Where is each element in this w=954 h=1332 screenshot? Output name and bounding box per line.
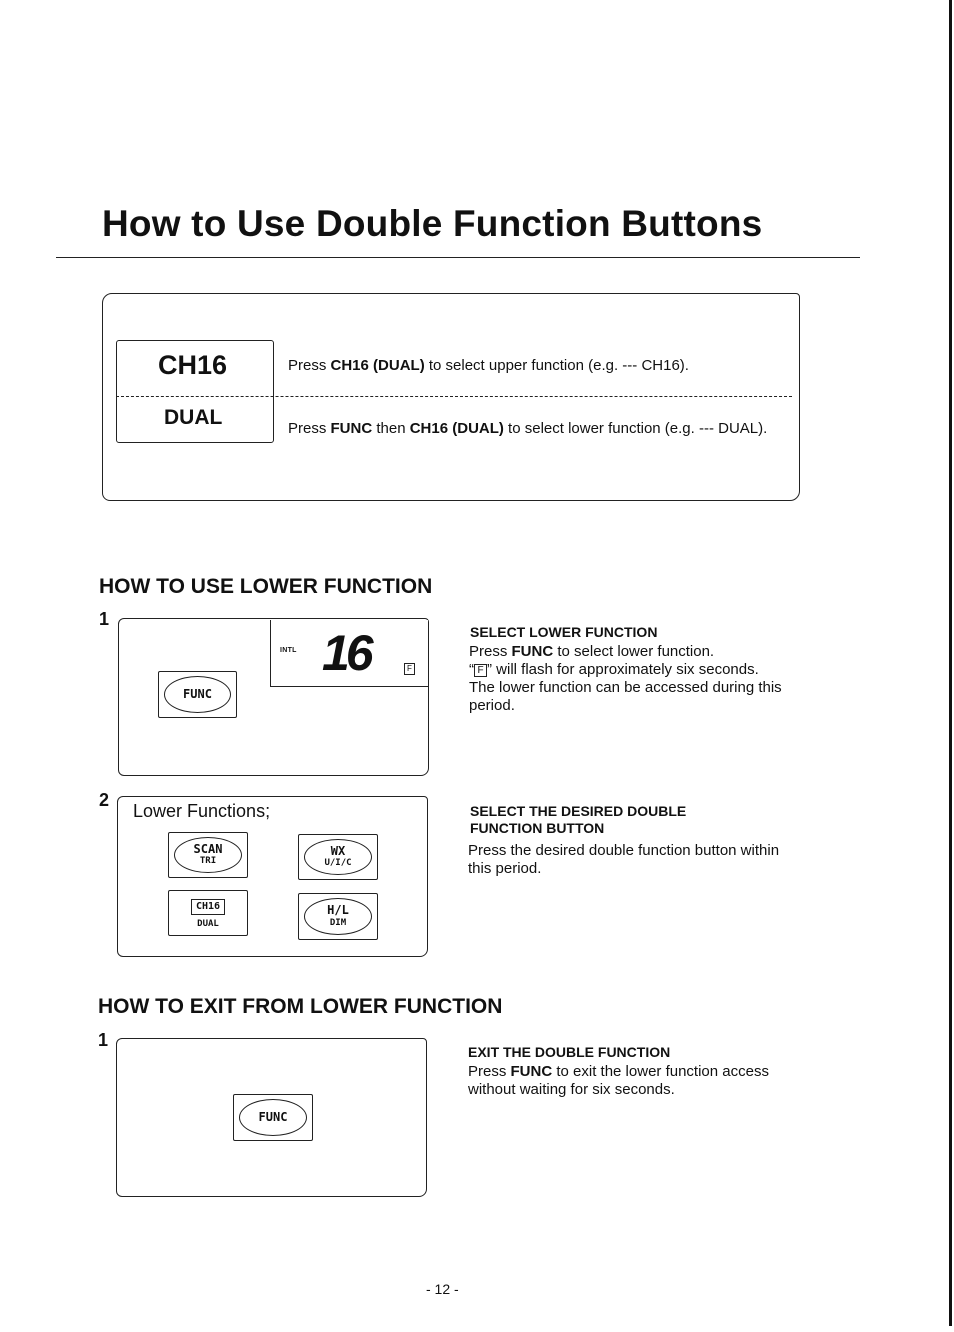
use-step1-number: 1: [99, 609, 110, 629]
exit-step1-body: Press FUNC to exit the lower function access without waiting for six seconds.: [468, 1063, 769, 1098]
lower-functions-title: Lower Functions;: [133, 801, 271, 821]
hl-dim-sub-label: DIM: [329, 918, 347, 928]
ch16-dual-button[interactable]: [168, 890, 248, 936]
key-lower-label: DUAL: [164, 406, 223, 429]
use-step2-body: Press the desired double function button within this period.: [468, 842, 780, 877]
func-button[interactable]: [158, 671, 237, 718]
page-number: - 12 -: [426, 1281, 459, 1297]
lcd-intl-indicator: INTL: [280, 647, 297, 654]
lcd-f-indicator: F: [404, 663, 415, 675]
hl-dim-button[interactable]: [298, 893, 378, 940]
ch16-dual-main-label: CH16: [191, 899, 225, 915]
scan-tri-sub-label: TRI: [199, 856, 217, 866]
wx-uic-sub-label: U/I/C: [324, 858, 352, 868]
use-step1-heading: SELECT LOWER FUNCTION: [470, 624, 658, 640]
wx-uic-button[interactable]: [298, 834, 378, 880]
scan-tri-button[interactable]: [168, 832, 248, 878]
lcd-channel-digits: 16: [322, 625, 370, 681]
page-edge-rule: [949, 0, 952, 1326]
ch16-dual-sub-label: DUAL: [197, 919, 219, 929]
lower-function-text: Press FUNC then CH16 (DUAL) to select lower function (e.g. --- DUAL).: [288, 420, 768, 437]
title-underline: [56, 257, 860, 258]
use-step1-body: Press FUNC to select lower function. “ F ” will flash for approximately six seconds. The lower function can be accessed during this period.: [469, 643, 782, 714]
use-step2-heading: SELECT THE DESIRED DOUBLE FUNCTION BUTTON: [470, 803, 687, 836]
func-button-label: FUNC: [183, 687, 212, 701]
exit-step1-number: 1: [98, 1030, 109, 1050]
scan-tri-main-label: SCAN: [193, 842, 223, 856]
exit-step1-heading: EXIT THE DOUBLE FUNCTION: [468, 1044, 671, 1060]
exit-lower-heading: HOW TO EXIT FROM LOWER FUNCTION: [98, 995, 503, 1018]
upper-function-text: Press CH16 (DUAL) to select upper function (e.g. --- CH16).: [288, 357, 689, 374]
wx-uic-main-label: WX: [330, 844, 346, 858]
key-upper-label: CH16: [158, 350, 228, 380]
hl-dim-main-label: H/L: [327, 903, 349, 917]
f-indicator-icon: F: [474, 664, 487, 677]
use-lower-heading: HOW TO USE LOWER FUNCTION: [99, 575, 433, 598]
exit-func-button[interactable]: [233, 1094, 313, 1141]
upper-lower-divider: [116, 396, 792, 397]
exit-func-button-label: FUNC: [258, 1110, 288, 1124]
use-step2-number: 2: [99, 790, 110, 810]
page-title: How to Use Double Function Buttons: [102, 203, 763, 244]
